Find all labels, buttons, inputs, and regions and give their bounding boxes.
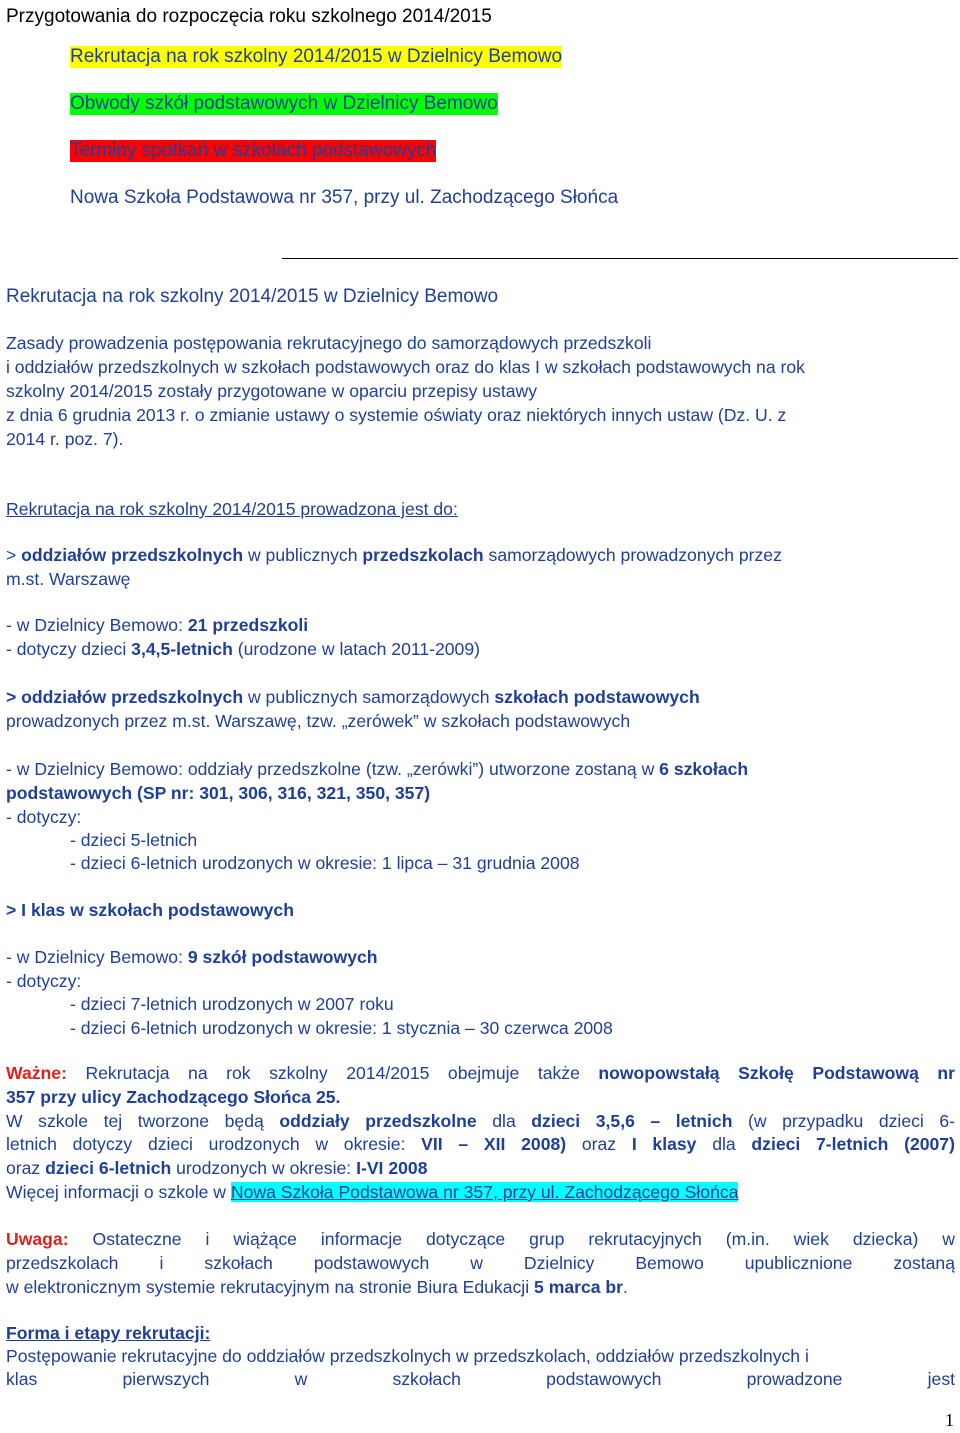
bullet: >: [6, 545, 17, 565]
toc-link-meeting-dates[interactable]: Terminy spotkań w szkołach podstawowych: [70, 140, 437, 161]
text: urodzonych w okresie:: [171, 1158, 357, 1178]
important-line: [6, 1133, 955, 1157]
bold-text: > oddziałów przedszkolnych: [6, 687, 244, 707]
text: dla: [696, 1134, 752, 1154]
text: oraz: [566, 1134, 632, 1154]
important-line: [6, 1062, 955, 1086]
text: Ostateczne i wiążące informacje dotyczące grup rekrutacyjnych (m.in. wiek dziecka) w: [68, 1229, 955, 1249]
form-line: klas pierwszych w szkołach podstawowych prowadzone jest: [6, 1369, 955, 1389]
preschool-age-line: [6, 638, 480, 662]
more-info-line: [6, 1181, 738, 1205]
form-line: Postępowanie rekrutacyjne do oddziałów przedszkolnych w przedszkolach, oddziałów przedszkolnych i: [6, 1346, 809, 1366]
text: samorządowych prowadzonych przez: [483, 545, 782, 565]
text: Rekrutacja na rok szkolny 2014/2015 obejmuje także: [66, 1063, 599, 1083]
text: oraz: [6, 1158, 46, 1178]
text: w publicznych: [243, 545, 363, 565]
text: w publicznych samorządowych: [243, 687, 495, 707]
age-item: - dzieci 6-letnich urodzonych w okresie: 1 stycznia – 30 czerwca 2008: [70, 1018, 613, 1038]
page-number: 1: [945, 1410, 954, 1430]
important-line: [6, 1110, 955, 1134]
text: Więcej informacji o szkole w: [6, 1182, 231, 1202]
intro-line: i oddziałów przedszkolnych w szkołach podstawowych oraz do klas I w szkołach podstawowych na rok: [6, 357, 805, 377]
page-title: Przygotowania do rozpoczęcia roku szkolnego 2014/2015: [6, 6, 492, 27]
zerowka-schools-line: podstawowych (SP nr: 301, 306, 316, 321, 350, 357): [6, 783, 431, 803]
bold-text: 6 szkołach: [659, 759, 749, 779]
text: .: [623, 1277, 628, 1297]
note-label: Uwaga:: [6, 1229, 69, 1249]
note-line: przedszkolach i szkołach podstawowych w Dzielnicy Bemowo upublicznione zostaną: [6, 1253, 955, 1273]
text: - dotyczy dzieci: [6, 639, 132, 659]
important-label: Ważne:: [6, 1063, 67, 1083]
toc-link-school-districts[interactable]: Obwody szkół podstawowych w Dzielnicy Bemowo: [70, 93, 498, 114]
text: (w przypadku dzieci 6-: [732, 1111, 956, 1131]
preschool-line: [6, 544, 782, 568]
bold-text: dzieci 7-letnich (2007): [751, 1134, 955, 1154]
text: - w Dzielnicy Bemowo:: [6, 947, 188, 967]
intro-line: 2014 r. poz. 7).: [6, 429, 124, 449]
text: W szkole tej tworzone będą: [6, 1111, 280, 1131]
bold-text: 5 marca br: [534, 1277, 624, 1297]
intro-line: szkolny 2014/2015 zostały przygotowane w oparciu przepisy ustawy: [6, 381, 538, 401]
new-school-link[interactable]: Nowa Szkoła Podstawowa nr 357, przy ul. Zachodzącego Słońca: [230, 1182, 739, 1202]
text: w elektronicznym systemie rekrutacyjnym na stronie Biura Edukacji: [6, 1277, 535, 1297]
bold-text: szkołach podstawowych: [494, 687, 700, 707]
intro-line: z dnia 6 grudnia 2013 r. o zmianie ustawy o systemie oświaty oraz niektórych innych ustaw (Dz. U. z: [6, 405, 787, 425]
section-heading: Rekrutacja na rok szkolny 2014/2015 w Dzielnicy Bemowo: [6, 286, 499, 307]
first-grade-line: > I klas w szkołach podstawowych: [6, 900, 294, 920]
bold-text: dzieci 6-letnich: [45, 1158, 172, 1178]
zerowka-line: [6, 686, 700, 710]
age-item: - dzieci 7-letnich urodzonych w 2007 roku: [70, 994, 394, 1014]
bold-text: I klasy: [631, 1134, 697, 1154]
age-item: - dzieci 6-letnich urodzonych w okresie: 1 lipca – 31 grudnia 2008: [70, 853, 580, 873]
intro-line: Zasady prowadzenia postępowania rekrutacyjnego do samorządowych przedszkoli: [6, 333, 652, 353]
text: dla: [476, 1111, 532, 1131]
text: (urodzone w latach 2011-2009): [232, 639, 480, 659]
bold-text: oddziały przedszkolne: [279, 1111, 477, 1131]
zerowka-line: prowadzonych przez m.st. Warszawę, tzw. „zerówek” w szkołach podstawowych: [6, 711, 631, 731]
text: - w Dzielnicy Bemowo:: [6, 615, 188, 635]
toc-link-new-school[interactable]: Nowa Szkoła Podstawowa nr 357, przy ul. Zachodzącego Słońca: [70, 187, 619, 208]
bold-text: 21 przedszkoli: [187, 615, 309, 635]
form-heading: Forma i etapy rekrutacji:: [6, 1323, 211, 1343]
bold-text: VII – XII 2008): [421, 1134, 567, 1154]
preschool-line: m.st. Warszawę: [6, 569, 131, 589]
bold-text: nowopowstałą Szkołę Podstawową nr: [598, 1063, 955, 1083]
divider: [282, 258, 958, 259]
preschool-count-line: [6, 614, 308, 638]
age-item: - dzieci 5-letnich: [70, 830, 198, 850]
applies-to-line: - dotyczy:: [6, 971, 82, 991]
important-line: 357 przy ulicy Zachodzącego Słońca 25.: [6, 1087, 341, 1107]
applies-to-line: - dotyczy:: [6, 807, 82, 827]
note-line: [6, 1228, 955, 1252]
toc-link-recruitment[interactable]: Rekrutacja na rok szkolny 2014/2015 w Dzielnicy Bemowo: [70, 46, 563, 67]
bold-text: dzieci 3,5,6 – letnich: [531, 1111, 733, 1131]
important-line: [6, 1157, 427, 1181]
bold-text: oddziałów przedszkolnych: [16, 545, 244, 565]
first-grade-count-line: [6, 946, 378, 970]
bold-text: 3,4,5-letnich: [131, 639, 233, 659]
text: - w Dzielnicy Bemowo: oddziały przedszkolne (tzw. „zerówki”) utworzone zostaną w: [6, 759, 660, 779]
bold-text: 9 szkół podstawowych: [187, 947, 378, 967]
bold-text: przedszkolach: [362, 545, 484, 565]
text: letnich dotyczy dzieci urodzonych w okresie:: [6, 1134, 422, 1154]
note-line: [6, 1276, 628, 1300]
bold-text: I-VI 2008: [356, 1158, 428, 1178]
zerowka-count-line: [6, 758, 748, 782]
recruitment-heading: Rekrutacja na rok szkolny 2014/2015 prowadzona jest do:: [6, 499, 458, 519]
